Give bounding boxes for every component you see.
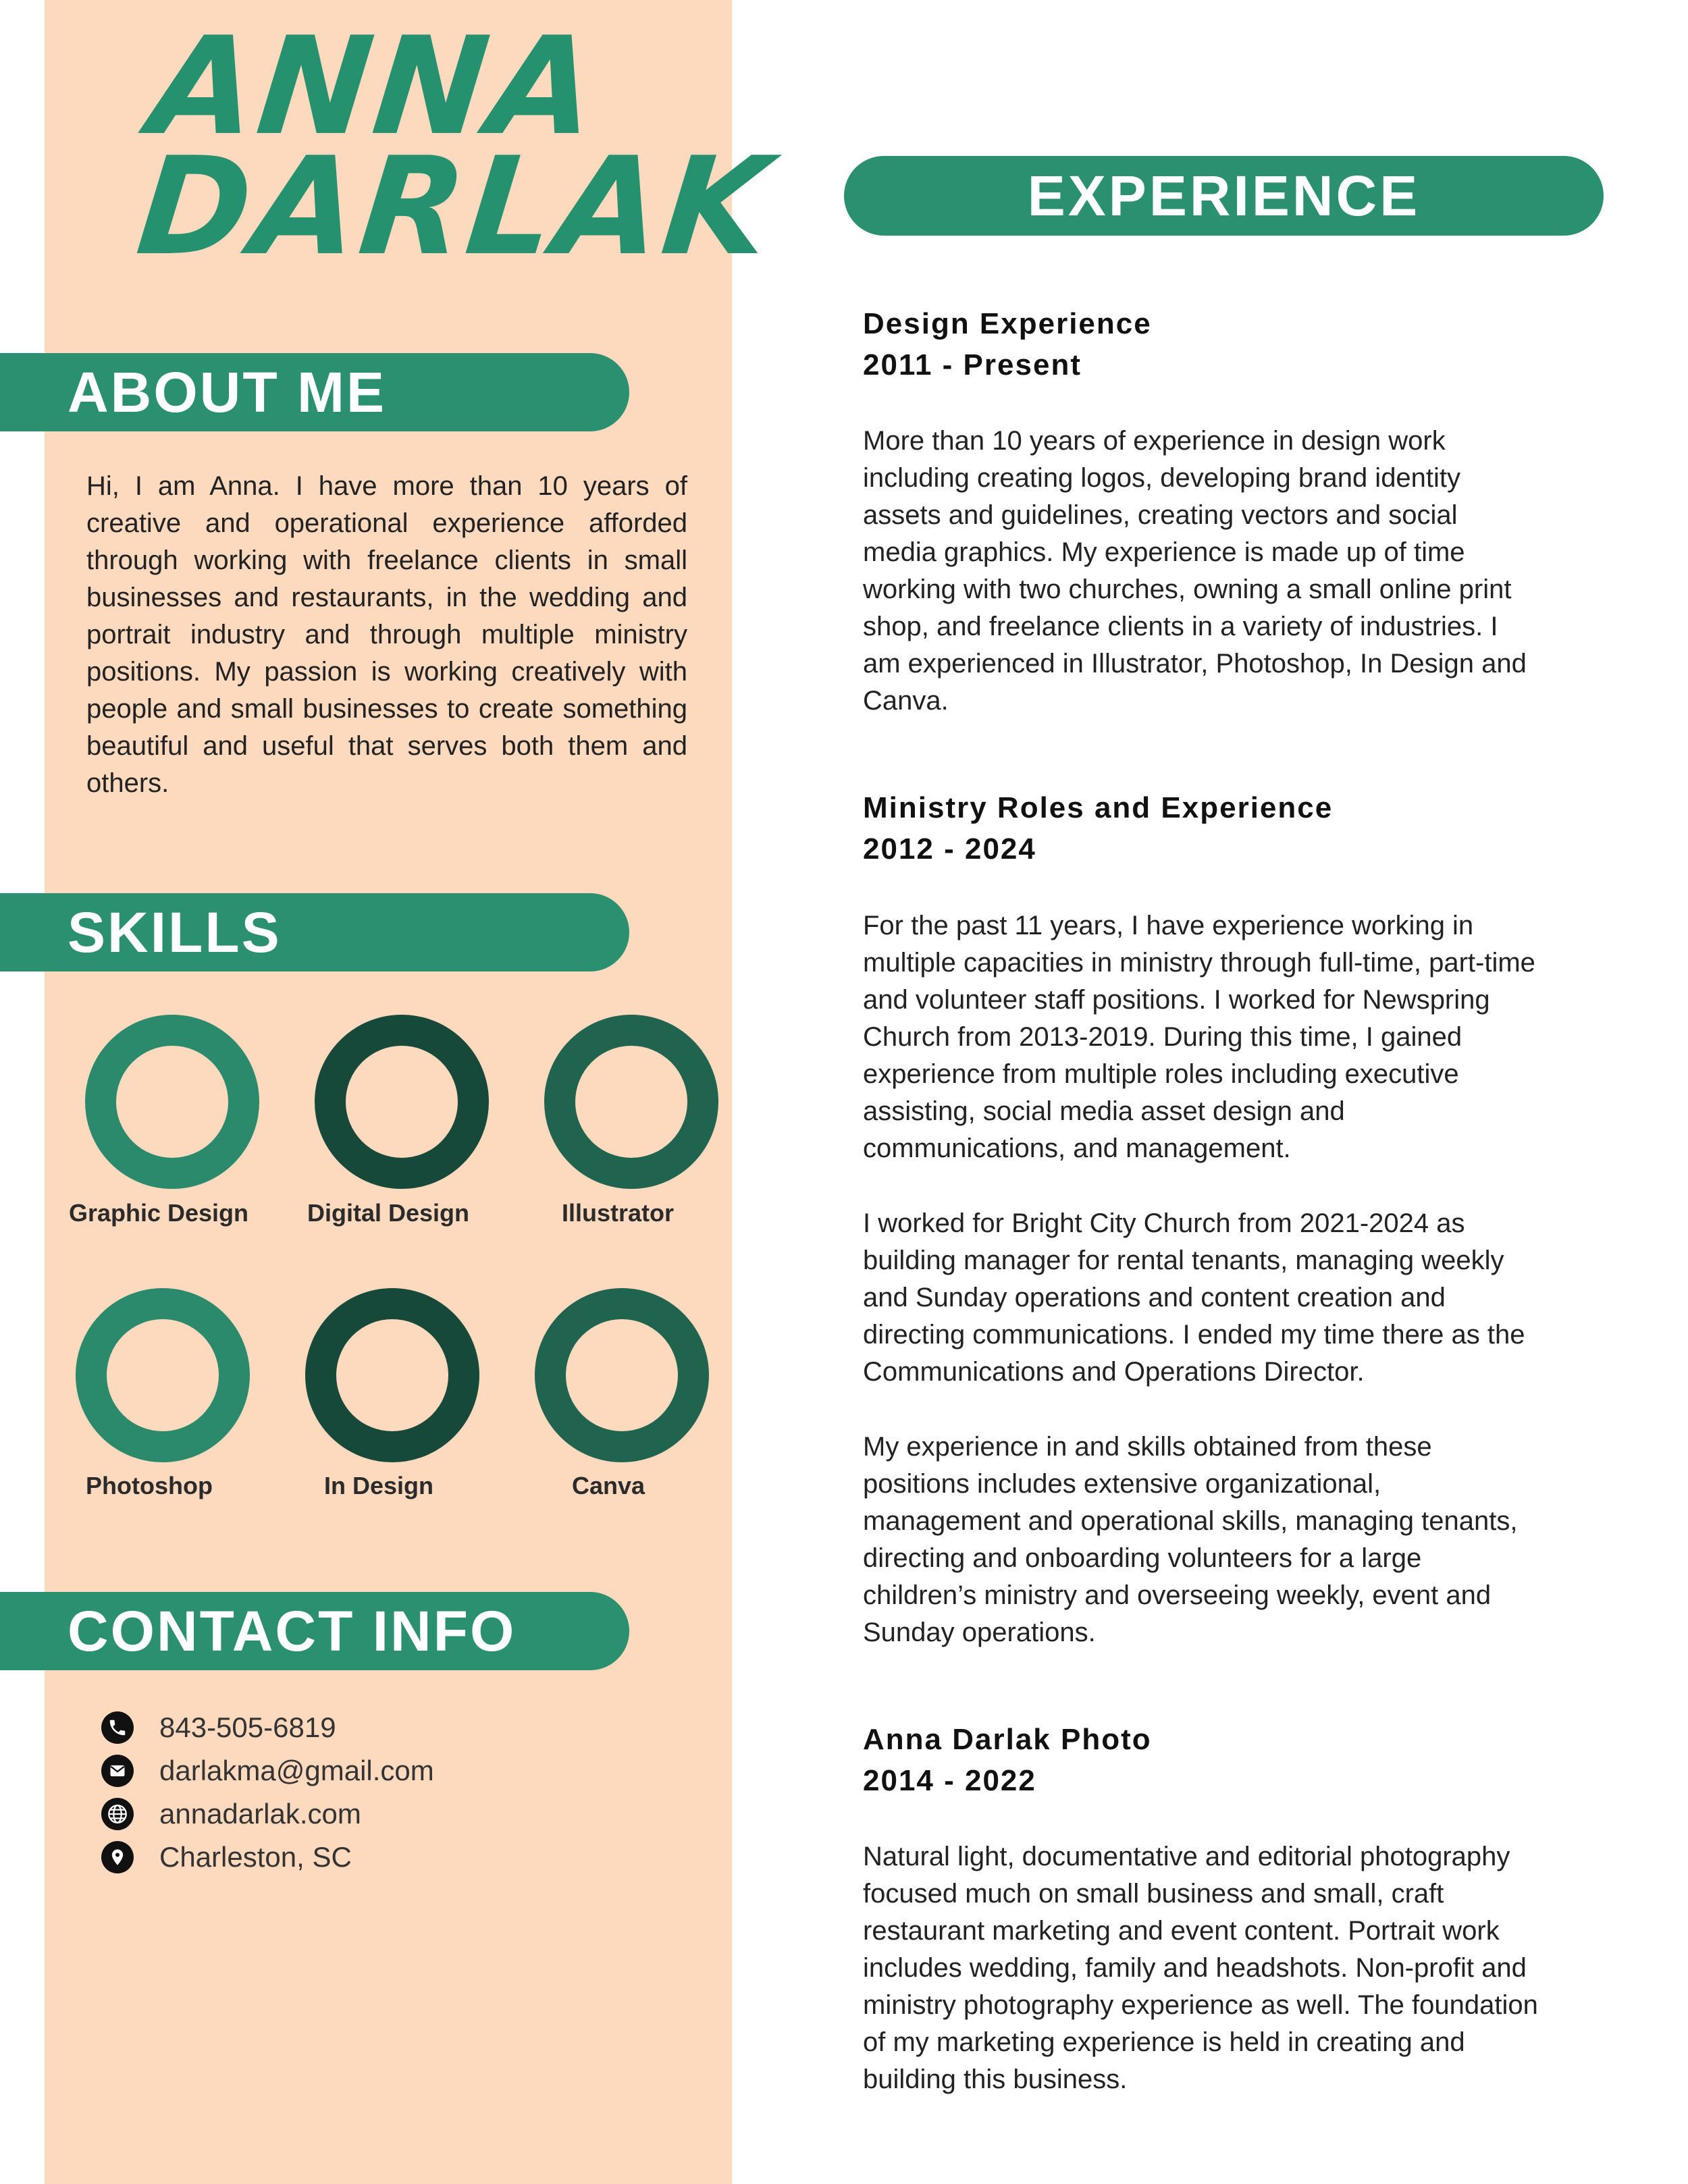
contact-website <box>101 1795 361 1833</box>
skill-ring-illustrator <box>544 1015 718 1189</box>
name-heading <box>130 8 779 286</box>
skill-ring-in-design <box>305 1288 479 1462</box>
contact-location-text: Charleston, SC <box>159 1841 352 1873</box>
job-dates-ministry: 2012 - 2024 <box>863 832 1036 865</box>
phone-icon <box>101 1711 134 1744</box>
contact-heading: CONTACT INFO <box>0 1592 629 1670</box>
contact-phone-text[interactable]: 843-505-6819 <box>159 1711 336 1743</box>
contact-email <box>101 1752 434 1790</box>
first-name: ANNA <box>143 8 606 165</box>
skill-label-illustrator: Illustrator <box>561 1199 675 1227</box>
job-dates-photo: 2014 - 2022 <box>863 1764 1036 1797</box>
contact-website-text[interactable]: annadarlak.com <box>159 1798 361 1830</box>
skill-label-graphic-design: Graphic Design <box>68 1199 249 1227</box>
skill-label-photoshop: Photoshop <box>86 1472 213 1499</box>
job-description-design: More than 10 years of experience in design work including creating logos, developing brand identity assets and guidelines, creating vectors and social media graphics. My experience is made up of time working with two churches, owning a small online print shop, and freelance clients in a variety of industries. I am experienced in Illustrator, Photoshop, In Design and Canva. <box>863 426 1527 716</box>
skill-ring-graphic-design <box>85 1015 259 1189</box>
job-description-photo: Natural light, documentative and editorial photography focused much on small business and small, craft restaurant marketing and event content. Portrait work includes wedding, family and headshots. Non-profit and ministry photography experience as well. The foundation of my marketing experience is held in creating and building this business. <box>863 1842 1538 2094</box>
last-name: DARLAK <box>130 128 779 286</box>
skill-label-digital-design: Digital Design <box>307 1199 470 1227</box>
about-text: Hi, I am Anna. I have more than 10 years of creative and operational experience afforded through working with freelance clients in small businesses and restaurants, in the wedding and portrait industry and through multiple ministry positions. My passion is working creatively with people and small businesses to create something beautiful and useful that serves both them and others. <box>86 471 687 798</box>
contact-phone <box>101 1709 336 1747</box>
skills-heading: SKILLS <box>0 893 629 971</box>
job-description-ministry-3: My experience in and skills obtained from these positions includes extensive organizational, management and operational skills, managing tenants, directing and onboarding volunteers for a large children’s ministry and overseeing weekly, event and Sunday operations. <box>863 1432 1518 1647</box>
about-heading: ABOUT ME <box>0 353 629 431</box>
skill-ring-canva <box>535 1288 709 1462</box>
job-dates-design: 2011 - Present <box>863 348 1082 381</box>
skill-ring-photoshop <box>76 1288 250 1462</box>
job-title-ministry: Ministry Roles and Experience <box>863 791 1334 824</box>
job-title-design: Design Experience <box>863 307 1152 340</box>
skill-label-canva: Canva <box>571 1472 645 1499</box>
job-description-ministry-1: For the past 11 years, I have experience working in multiple capacities in ministry through full-time, part-time and volunteer staff positions. I worked for Newspring Church from 2013-2019. During this time, I gained experience from multiple roles including executive assisting, social media asset design and communications, and management. <box>863 911 1535 1163</box>
contact-location <box>101 1838 352 1876</box>
contact-email-text[interactable]: darlakma@gmail.com <box>159 1755 434 1786</box>
location-pin-icon <box>101 1841 134 1873</box>
globe-icon <box>101 1798 134 1830</box>
experience-heading: EXPERIENCE <box>844 156 1604 236</box>
skill-ring-digital-design <box>315 1015 489 1189</box>
skill-label-in-design: In Design <box>323 1472 434 1499</box>
job-description-ministry-2: I worked for Bright City Church from 2021-2024 as building manager for rental tenants, managing weekly and Sunday operations and content creation and directing communications. I ended my time there as the Communications and Operations Director. <box>863 1208 1525 1387</box>
email-icon <box>101 1755 134 1787</box>
job-title-photo: Anna Darlak Photo <box>863 1723 1152 1756</box>
